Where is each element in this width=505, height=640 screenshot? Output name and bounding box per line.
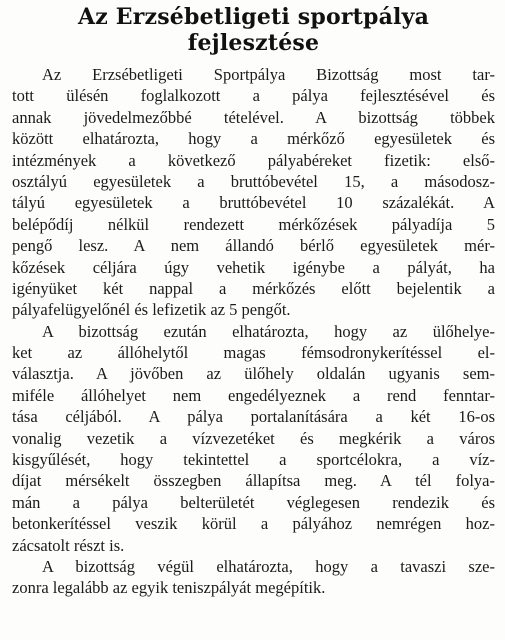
text-line: választja. A jövőben az ülőhely oldalán ugyanis sem-	[12, 364, 495, 384]
article-headline	[12, 4, 495, 56]
text-line: tott ülésén foglalkozott a pálya fejlesztésével és	[12, 86, 495, 106]
article-body	[12, 64, 495, 599]
paragraph-3	[12, 556, 495, 599]
text-line: miféle állóhelyet nem engedélyeznek a rend fenntar-	[12, 385, 495, 405]
paragraph-1	[12, 64, 495, 321]
text-line: A bizottság végül elhatározta, hogy a tavaszi sze-	[42, 556, 495, 576]
text-line: annak jövedelmezőbbé tételével. A bizottság többek	[12, 107, 495, 127]
text-line: mán a pálya belterületét véglegesen rendezik és	[12, 492, 495, 512]
paragraph-2	[12, 321, 495, 556]
text-line: osztályú egyesületek a bruttóbevétel 15, a másodosz-	[12, 171, 495, 191]
text-line: intézmények a következő pályabéreket fizetik: első-	[12, 150, 495, 170]
text-line: Az Erzsébetligeti Sportpálya Bizottság most tar-	[42, 65, 495, 84]
text-line: A bizottság ezután elhatározta, hogy az ülőhelye-	[42, 321, 495, 341]
text-line: zácsatolt részt is.	[12, 535, 125, 555]
text-line: díjat mérsékelt összegben állapítsa meg. A tél folya-	[12, 471, 495, 491]
headline-line-1: Az Erzsébetligeti sportpálya	[77, 4, 430, 30]
text-line: kisgyűlését, hogy tekintettel a sportcélokra, a víz-	[12, 450, 495, 470]
text-line: zonra legalább az egyik teniszpályát megépítik.	[12, 578, 326, 598]
text-line: belépődíj nélkül rendezett mérkőzések pályadíja 5	[12, 214, 495, 234]
headline-line-2: fejlesztése	[187, 30, 320, 56]
text-line: tása céljából. A pálya portalanítására a két 16-os	[12, 407, 495, 427]
text-line: betonkerítéssel veszik körül a pályához nemrégen hoz-	[12, 514, 495, 534]
text-line: pályafelügyelőnél és lefizetik az 5 pengőt.	[12, 300, 291, 320]
text-line: kőzések céljára úgy vehetik igénybe a pályát, ha	[12, 257, 495, 277]
text-line: között elhatározta, hogy a mérkőző egyesületek és	[12, 129, 495, 149]
text-line: pengő lesz. A nem állandó bérlő egyesületek mér-	[12, 236, 495, 256]
text-line: igényüket két nappal a mérkőzés előtt bejelentik a	[12, 278, 495, 298]
text-line: vonalig vezetik a vízvezetéket és megkérik a város	[12, 428, 495, 448]
text-line: tályú egyesületek a bruttóbevétel 10 százalékát. A	[12, 193, 495, 213]
text-line: ket az állóhelytől magas fémsodronykerítéssel el-	[12, 343, 495, 363]
